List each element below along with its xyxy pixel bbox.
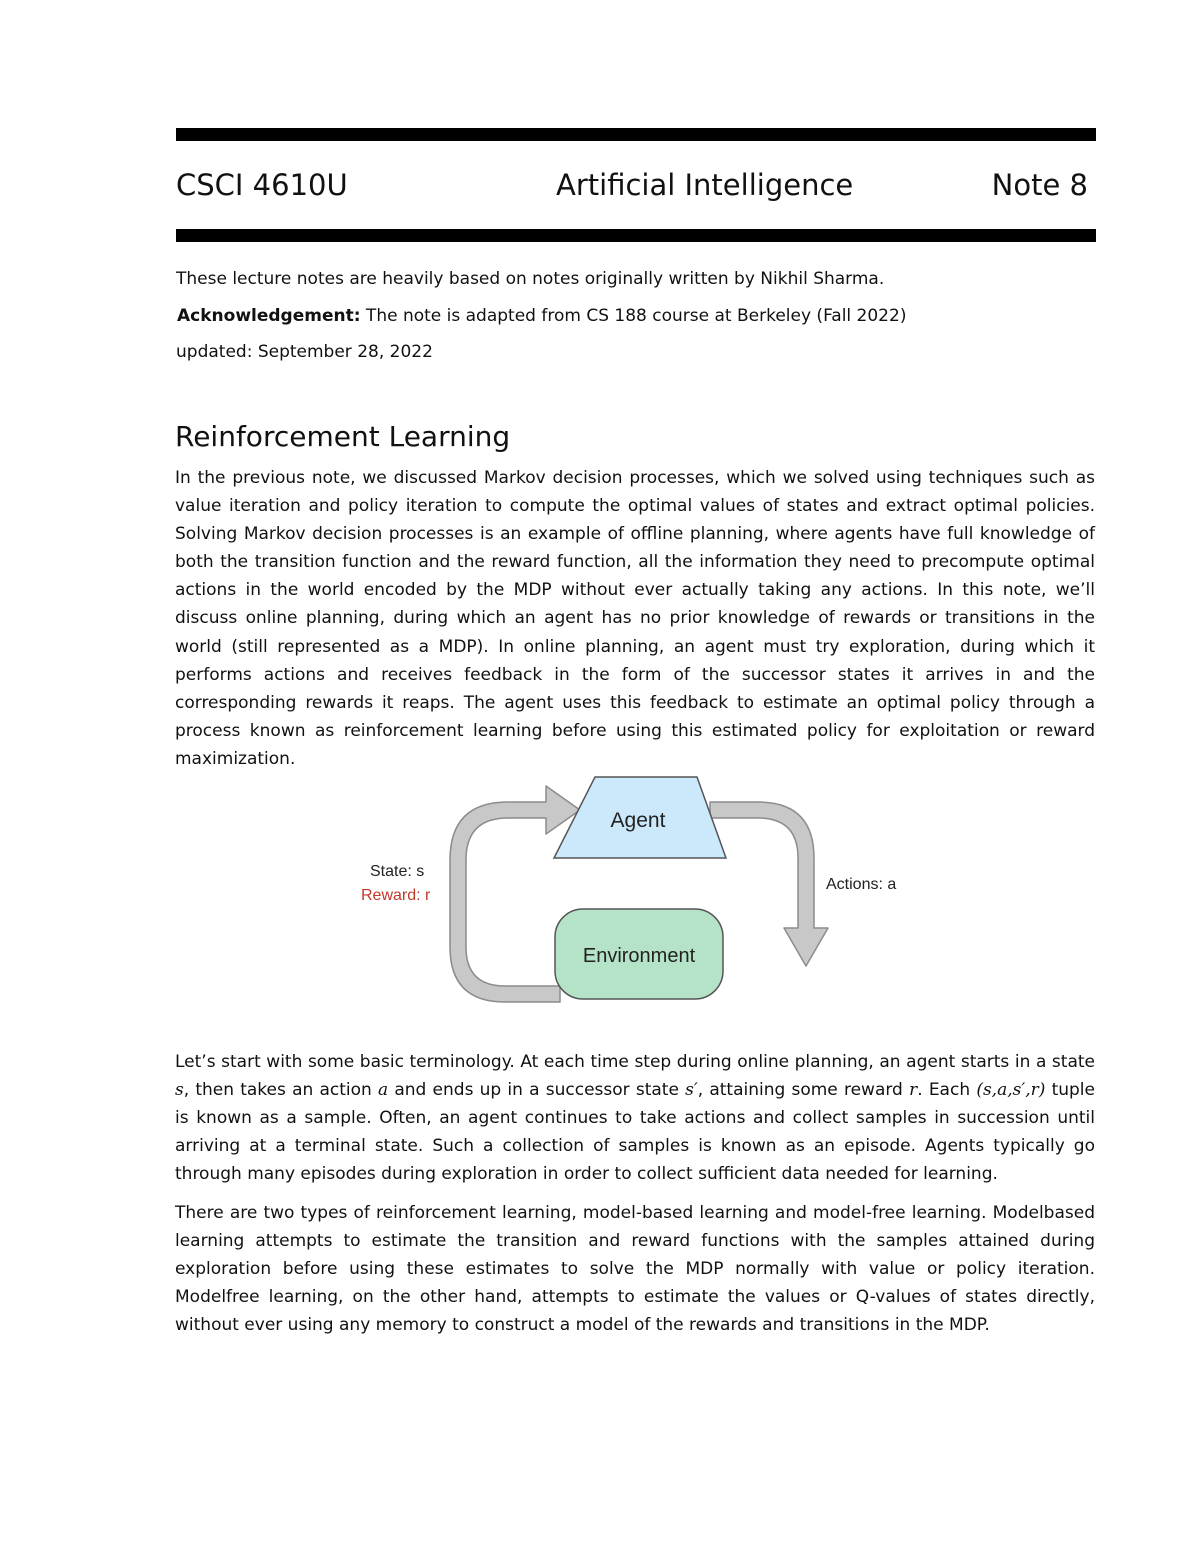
terminology-text-4: , attaining some reward [697,1080,910,1101]
terminology-text-3: and ends up in a successor state [388,1080,686,1101]
var-s: s [175,1080,184,1101]
sample-tuple: (s,a,s′,r) [976,1080,1046,1101]
acknowledgement-text: The note is adapted from CS 188 course at Berkeley (Fall 2022) [360,306,907,326]
reward-label: Reward: r [361,887,431,904]
header-bottom-rule [176,229,1096,242]
updated-line: updated: September 28, 2022 [176,342,433,362]
intro-paragraph: In the previous note, we discussed Markov decision processes, which we solved using techniques such as value iteration and policy iteration to compute the optimal values of states and extract optimal policies. Solving Markov decision processes is an example of offline planning, where agents have full knowledge of both the transition function and the reward function, all the information they need to precompute optimal actions in the world encoded by the MDP without ever actually taking any actions. In this note, we’ll discuss online planning, during which an agent has no prior knowledge of rewards or transitions in the world (still represented as a MDP). In online planning, an agent must try exploration, during which it performs actions and receives feedback in the form of the successor states it arrives in and the corresponding rewards it reaps. The agent uses this feedback to estimate an optimal policy through a process known as reinforcement learning before using this estimated policy for exploitation or reward maximization. [175,468,1095,769]
var-a: a [378,1080,389,1101]
state-label: State: s [370,863,425,880]
environment-label: Environment [582,945,696,967]
rl-loop-diagram [350,770,920,1010]
acknowledgement-label: Acknowledgement: [177,306,361,326]
course-title: Artificial Intelligence [556,168,854,202]
terminology-paragraph [175,1048,1095,1188]
terminology-text-1: Let’s start with some basic terminology. At each time step during online planning, an agent starts in a state [175,1052,1095,1072]
document-header [176,168,1088,210]
var-r: r [909,1080,918,1101]
course-code: CSCI 4610U [176,168,348,202]
rl-types-paragraph: There are two types of reinforcement learning, model-based learning and model-free learning. Modelbased learning attempts to estimate the transition and reward functions with the samples attained during exploration before using these estimates to solve the MDP normally with value or policy iteration. Modelfree learning, on the other hand, attempts to estimate the values or Q-values of states directly, without ever using any memory to construct a model of the rewards and transitions in the MDP. [175,1203,1095,1336]
terminology-text-6: tuple is known as a sample. Often, an agent continues to take actions and collect samples in succession until arriving at a terminal state. Such a collection of samples is known as an episode. Agents typically go through many episodes during exploration in order to collect sufficient data needed for learning. [175,1080,1095,1185]
acknowledgement-line [177,305,906,327]
header-top-rule [176,128,1096,141]
section-title: Reinforcement Learning [175,420,511,453]
terminology-text-5: . Each [917,1080,977,1101]
terminology-text-2: , then takes an action [183,1080,379,1101]
action-arrow [710,802,828,966]
actions-label: Actions: a [826,876,897,893]
agent-label: Agent [610,809,666,832]
note-number: Note 8 [991,168,1088,202]
var-s-prime: s′ [685,1080,698,1101]
credits-line: These lecture notes are heavily based on notes originally written by Nikhil Sharma. [176,269,885,289]
